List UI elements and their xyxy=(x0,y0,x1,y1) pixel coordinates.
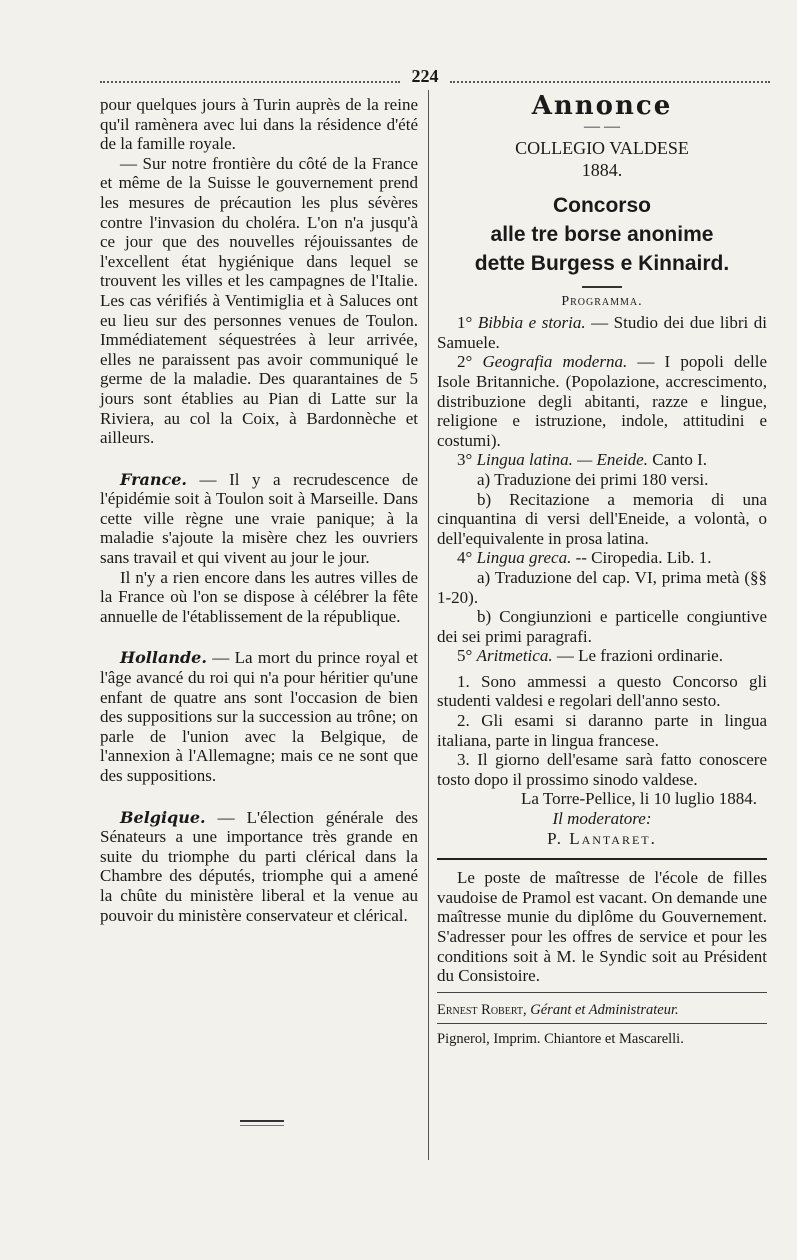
hollande-heading: Hollande. xyxy=(120,648,207,668)
imprint-rule xyxy=(437,992,767,993)
end-rule-2 xyxy=(240,1125,284,1126)
right-column xyxy=(437,91,767,1050)
place-date: La Torre-Pellice, li 10 luglio 1884. xyxy=(521,789,757,809)
concorso-heading xyxy=(437,191,767,278)
concorso-line: alle tre borse anonime xyxy=(490,222,714,246)
gerant-title: Gérant et Administrateur. xyxy=(526,1001,679,1018)
dash-separator: — — xyxy=(584,117,620,135)
moderator-label: Il moderatore: xyxy=(552,809,652,829)
section-belgique xyxy=(100,808,418,926)
item-subject: Geografia moderna. xyxy=(482,352,628,372)
program-item xyxy=(437,313,767,352)
item-number: 5° xyxy=(457,646,477,666)
programma-heading: Programma. xyxy=(561,293,643,309)
greek-b: b) Congiunzioni e particelle congiuntive dei sei primi paragrafi. xyxy=(437,607,767,646)
page-number: 224 xyxy=(405,66,445,87)
printer-line: Pignerol, Imprim. Chiantore et Mascarelli. xyxy=(437,1030,684,1047)
column-divider xyxy=(428,90,429,1160)
short-rule xyxy=(582,286,622,288)
rule-1: 1. Sono ammessi a questo Concorso gli studenti valdesi e regolari dell'anno sesto. xyxy=(437,671,767,711)
latin-a: a) Traduzione dei primi 180 versi. xyxy=(477,469,709,489)
hollande-text: — La mort du prince royal et l'âge avancé du roi qui n'a pour héritier qu'une enfant de quatre ans sont l'occasion de bien des suppositions sur la succession au trône; on parle de l'union avec la Belgique, de l'annexion à l'Allemagne; mais ce ne sont que des suppositions. xyxy=(100,648,418,785)
france-text-2: Il n'y a rien encore dans les autres villes de la France où l'on se dispose à célébrer la fête annuelle de l'établissement de la république. xyxy=(100,567,418,626)
item-text: Canto I. xyxy=(647,450,708,470)
header-wave-right xyxy=(450,81,770,83)
item-number: 4° xyxy=(457,548,477,568)
program-item xyxy=(437,646,767,666)
item-subject: Bibbia e storia. xyxy=(477,313,586,333)
annonce-title: Annonce xyxy=(531,91,673,121)
program-item xyxy=(437,352,767,450)
item-subject: Lingua greca. xyxy=(476,548,572,568)
item-subject: Aritmetica. xyxy=(476,646,553,666)
imprint-rule-2 xyxy=(437,1023,767,1024)
left-column xyxy=(100,95,418,925)
item-text: — Studio dei due libri di Samuele. xyxy=(437,313,767,352)
college-year: 1884. xyxy=(581,159,623,180)
paragraph-turin: pour quelques jours à Turin auprès de la reine qu'il ramènera avec lui dans la résidence d'été de la famille royale. xyxy=(100,95,418,154)
gerant-name: Ernest Robert, xyxy=(437,1001,527,1018)
rule-2: 2. Gli esami si daranno parte in lingua italiana, parte in lingua francese. xyxy=(437,711,767,750)
belgique-heading: Belgique. xyxy=(120,807,206,827)
header-wave-left xyxy=(100,81,400,83)
section-france xyxy=(100,470,418,568)
item-number: 3° xyxy=(457,450,477,470)
rule-3: 3. Il giorno dell'esame sarà fatto conoscere tosto dopo il prossimo sinodo valdese. xyxy=(437,750,767,789)
notice-rule xyxy=(437,858,767,860)
item-text: — Le frazioni ordinarie. xyxy=(552,646,723,666)
item-subject: Lingua latina. — Eneide. xyxy=(476,450,648,470)
signature: P. Lantaret. xyxy=(547,828,657,848)
belgique-text: — L'élection générale des Sénateurs a une importance très grande en suite du triomphe du parti clérical dans la Chambre des députés, triomphe qui a amené la chûte du ministère liberal et la venue au pouvoir du ministère conservateur et clérical. xyxy=(100,807,418,925)
france-text: — Il y a recrudescence de l'épidémie soit à Toulon soit à Marseille. Dans cette ville règne une vraie panique; à la maladie s'ajoute la misère chez les ouvriers sans travail et qui vivent au jour le jour. xyxy=(100,469,418,568)
latin-b: b) Recitazione a memoria di una cinquantina di versi dell'Eneide, a volontà, o dell'equivalente in prosa latina. xyxy=(437,489,767,548)
paragraph-cholera: — Sur notre frontière du côté de la France et même de la Suisse le gouvernement prend les mesures de précaution les plus sévères contre l'invasion du choléra. L'on n'a jusqu'à ce jour que des nouvelles réjouissantes de l'excellent état hygiénique dans lequel se trouvent les villes et les campagnes de l'Italie. Les cas vérifiés à Ventimiglia et à Saluces ont eu lieu sur des personnes venues de Toulon. Immédiatement séquestrées à leur arrivée, elles ne paraissent pas avoir communiqué le germe de la maladie. Des quarantaines de 5 jours sont établies au Pian di Latte sur la Riviera, au col la Coix, à Bardonnèche et ailleurs. xyxy=(100,153,418,448)
program-item xyxy=(437,450,767,470)
item-number: 1° xyxy=(457,313,478,333)
section-hollande xyxy=(100,648,418,785)
item-text: — I popoli delle Isole Britanniche. (Popolazione, accrescimento, distribuzione degli abitanti, razze e lingue, religione e istruzione, indole, attitudini e costumi). xyxy=(437,352,767,450)
item-text: -- Ciropedia. Lib. 1. xyxy=(571,548,712,568)
college-title: COLLEGIO VALDESE xyxy=(515,137,689,158)
concorso-line: Concorso xyxy=(552,193,651,217)
program-item xyxy=(437,548,767,568)
notice-text: Le poste de maîtresse de l'école de filles vaudoise de Pramol est vacant. On demande une maîtresse munie du diplôme du Gouvernement. S'adresser pour les offres de service et pour les conditions soit à M. le Syndic soit au Président du Consistoire. xyxy=(437,868,767,986)
france-heading: France. xyxy=(120,469,187,489)
gerant-line xyxy=(437,999,767,1021)
concorso-line: dette Burgess e Kinnaird. xyxy=(474,251,730,275)
greek-a: a) Traduzione del cap. VI, prima metà (§§ 1-20). xyxy=(437,567,767,607)
item-number: 2° xyxy=(457,352,483,372)
end-rule xyxy=(240,1120,284,1122)
